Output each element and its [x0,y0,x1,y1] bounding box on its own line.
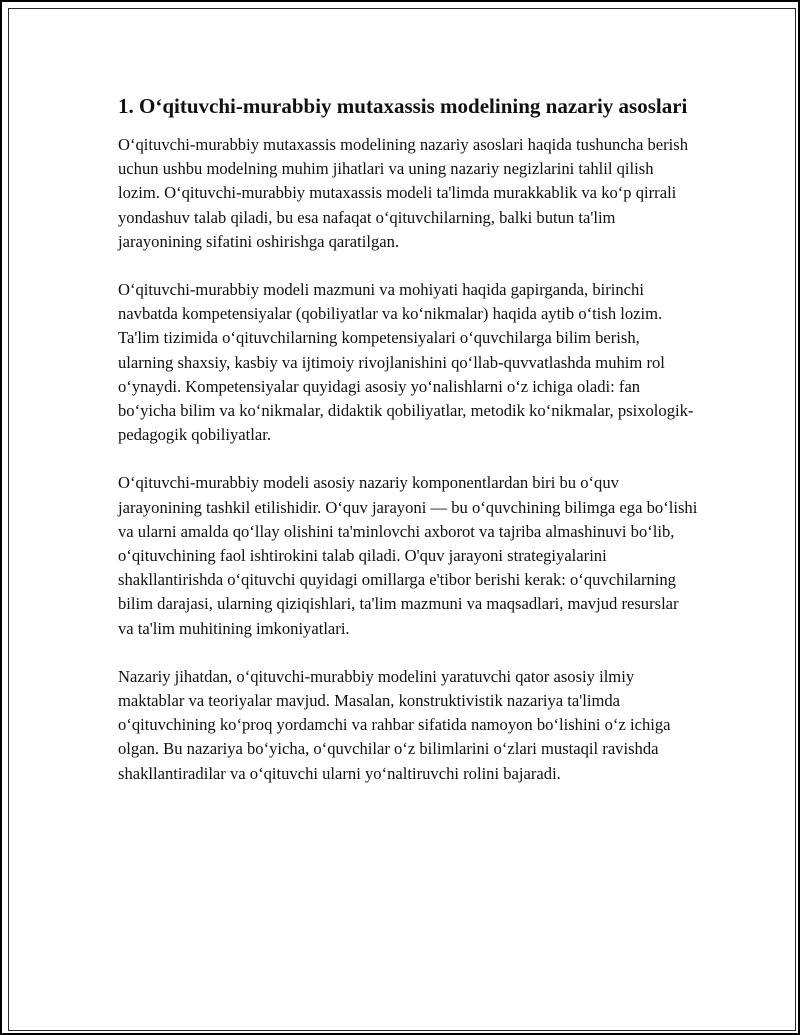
document-body [118,92,698,810]
paragraph-3: O‘qituvchi-murabbiy modeli asosiy nazariy komponentlardan biri bu o‘quv jarayonining tashkil etilishidir. O‘quv jarayoni — bu o‘quvchining bilimga ega bo‘lishi va ularni amalda qo‘llay olishini ta'minlovchi axborot va tajriba almashinuvi bo‘lib, o‘qituvchining faol ishtirokini talab qiladi. O'quv jarayoni strategiyalarini shakllantirishda o‘qituvchi quyidagi omillarga e'tibor berishi kerak: o‘quvchilarning bilim darajasi, ularning qiziqishlari, ta'lim mazmuni va maqsadlari, mavjud resurslar va ta'lim muhitining imkoniyatlari. [118,473,698,638]
paragraph-2: O‘qituvchi-murabbiy modeli mazmuni va mohiyati haqida gapirganda, birinchi navbatda kompetensiyalar (qobiliyatlar va ko‘nikmalar) haqida aytib o‘tish lozim. Ta'lim tizimida o‘qituvchilarning kompetensiyalari o‘quvchilarga bilim berish, ularning shaxsiy, kasbiy va ijtimoiy rivojlanishini qo‘llab-quvvatlashda muhim rol o‘ynaydi. Kompetensiyalar quyidagi asosiy yo‘nalishlarni o‘z ichiga oladi: fan bo‘yicha bilim va ko‘nikmalar, didaktik qobiliyatlar, metodik ko‘nikmalar, psixologik-pedagogik qobiliyatlar. [118,280,694,445]
section-heading: 1. O‘qituvchi-murabbiy mutaxassis modelining nazariy asoslari [118,94,688,118]
paragraph-1: O‘qituvchi-murabbiy mutaxassis modelining nazariy asoslari haqida tushuncha berish uchun ushbu modelning muhim jihatlari va uning nazariy negizlarini tahlil qilish lozim. O‘qituvchi-murabbiy mutaxassis modeli ta'limda murakkablik va ko‘p qirrali yondashuv talab qiladi, bu esa nafaqat o‘qituvchilarning, balki butun ta'lim jarayonining sifatini oshirishga qaratilgan. [118,135,689,251]
paragraph-4: Nazariy jihatdan, o‘qituvchi-murabbiy modelini yaratuvchi qator asosiy ilmiy maktablar va teoriyalar mavjud. Masalan, konstruktivistik nazariya ta'limda o‘qituvchining ko‘proq yordamchi va rahbar sifatida namoyon bo‘lishini o‘z ichiga olgan. Bu nazariya bo‘yicha, o‘quvchilar o‘z bilimlarini o‘zlari mustaqil ravishda shakllantiradilar va o‘qituvchi ularni yo‘naltiruvchi rolini bajaradi. [118,666,671,783]
